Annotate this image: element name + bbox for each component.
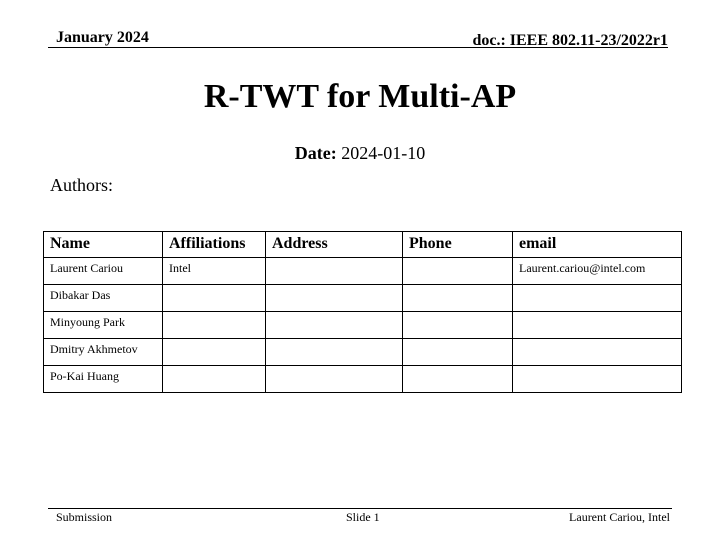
slide-title: R-TWT for Multi-AP bbox=[203, 78, 517, 115]
cell-email: Laurent.cariou@intel.com bbox=[513, 258, 682, 285]
cell-phone bbox=[403, 339, 513, 366]
header-name: Name bbox=[44, 232, 163, 258]
cell-email bbox=[513, 366, 682, 393]
header-rule bbox=[48, 47, 668, 48]
table-row bbox=[44, 366, 682, 393]
date-line bbox=[0, 143, 720, 164]
cell-address bbox=[266, 312, 403, 339]
cell-affiliation bbox=[163, 366, 266, 393]
date-label: Date: bbox=[294, 143, 337, 163]
header-address: Address bbox=[266, 232, 403, 258]
cell-address bbox=[266, 366, 403, 393]
header-phone: Phone bbox=[403, 232, 513, 258]
authors-label: Authors: bbox=[50, 175, 113, 195]
cell-phone bbox=[403, 258, 513, 285]
footer-slide-number: Slide 1 bbox=[346, 510, 380, 524]
header-doc-id: doc.: IEEE 802.11-23/2022r1 bbox=[472, 32, 668, 49]
table-row bbox=[44, 312, 682, 339]
cell-affiliation bbox=[163, 285, 266, 312]
header-date: January 2024 bbox=[56, 29, 149, 46]
cell-affiliation bbox=[163, 339, 266, 366]
table-row bbox=[44, 258, 682, 285]
cell-name: Laurent Cariou bbox=[44, 258, 163, 285]
cell-affiliation: Intel bbox=[163, 258, 266, 285]
table-row bbox=[44, 339, 682, 366]
table-row bbox=[44, 285, 682, 312]
cell-name: Minyoung Park bbox=[44, 312, 163, 339]
cell-address bbox=[266, 285, 403, 312]
cell-phone bbox=[403, 366, 513, 393]
cell-name: Dmitry Akhmetov bbox=[44, 339, 163, 366]
footer-submission: Submission bbox=[56, 510, 113, 524]
cell-phone bbox=[403, 312, 513, 339]
footer-rule bbox=[48, 508, 672, 509]
cell-phone bbox=[403, 285, 513, 312]
date-value: 2024-01-10 bbox=[341, 143, 426, 163]
cell-address bbox=[266, 258, 403, 285]
cell-name: Dibakar Das bbox=[44, 285, 163, 312]
cell-affiliation bbox=[163, 312, 266, 339]
authors-table bbox=[43, 231, 682, 393]
cell-email bbox=[513, 339, 682, 366]
cell-name: Po-Kai Huang bbox=[44, 366, 163, 393]
cell-address bbox=[266, 339, 403, 366]
table-header-row bbox=[44, 232, 682, 258]
header-email: email bbox=[513, 232, 682, 258]
cell-email bbox=[513, 312, 682, 339]
cell-email bbox=[513, 285, 682, 312]
header-affiliations: Affiliations bbox=[163, 232, 266, 258]
footer-author: Laurent Cariou, Intel bbox=[569, 510, 670, 524]
